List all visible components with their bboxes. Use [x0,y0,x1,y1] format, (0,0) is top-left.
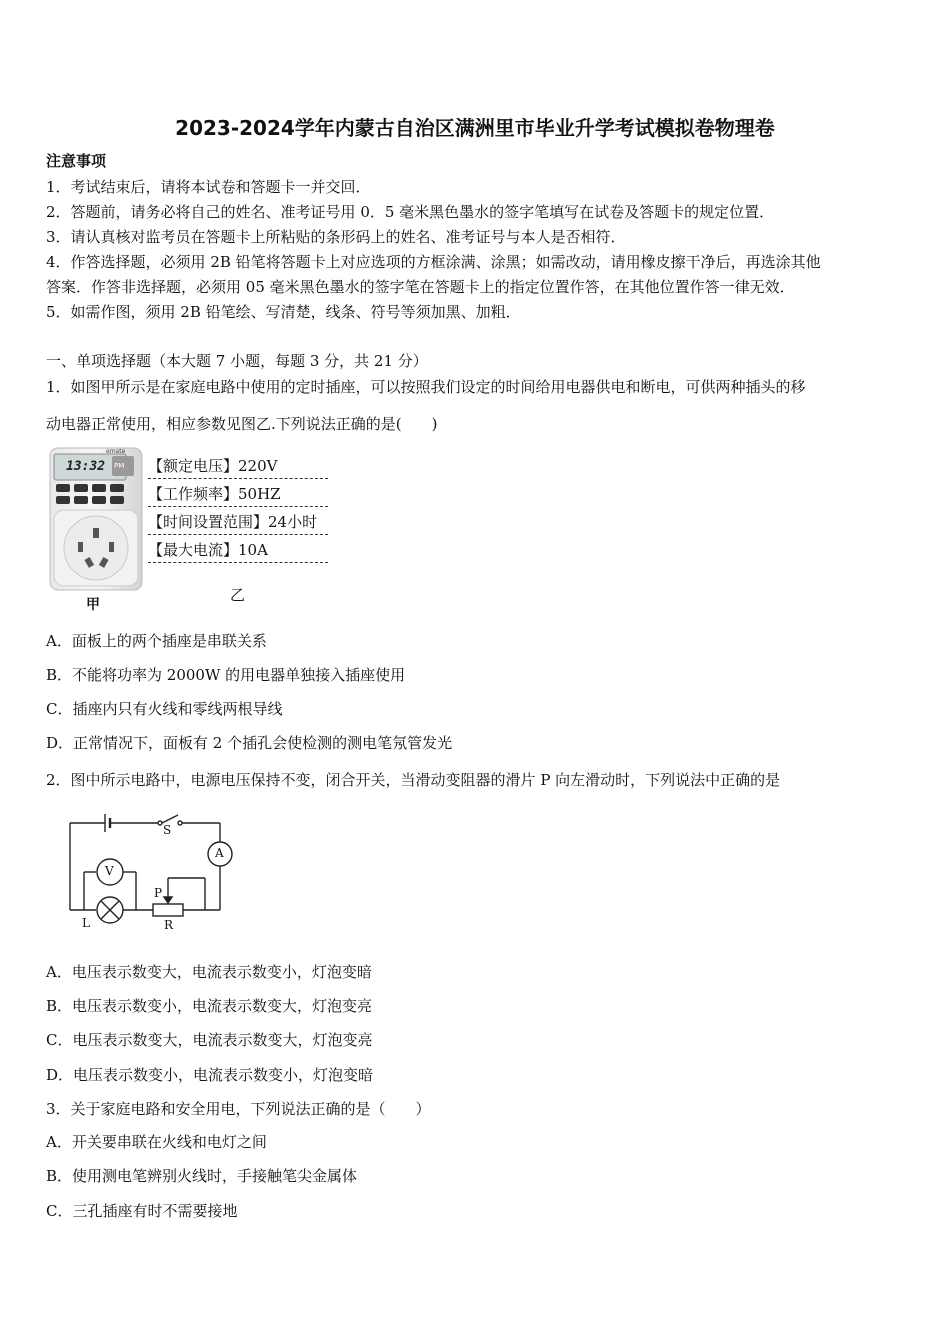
notice-item-5: 5．如需作图，须用 2B 铅笔绘、写清楚，线条、符号等须加黑、加粗． [46,303,521,321]
label-yi: 乙 [230,586,246,604]
q3-option-c: C．三孔插座有时不需要接地 [46,1202,238,1220]
voltmeter-label: V [105,864,114,878]
page-title: 2023-2024学年内蒙古自治区满洲里市毕业升学考试模拟卷物理卷 [175,116,775,140]
q2-option-d: D．电压表示数变小，电流表示数变小，灯泡变暗 [46,1066,374,1084]
rheostat-label: R [164,918,174,932]
q2-option-a: A．电压表示数变大，电流表示数变小，灯泡变暗 [46,963,372,981]
ammeter-label: A [215,846,224,860]
q2-option-b: B．电压表示数变小，电流表示数变大，灯泡变亮 [46,997,373,1015]
label-jia: 甲 [86,597,100,613]
device-display-unit: PM [114,462,125,470]
notice-heading: 注意事项 [46,152,107,170]
device-display-time: 13:32 [66,459,106,474]
q2-stem: 2．图中所示电路中，电源电压保持不变，闭合开关，当滑动变阻器的滑片 P 向左滑动时，下列说法中正确的是 [46,771,781,789]
q3-option-b: B．使用测电笔辨别火线时，手接触笔尖金属体 [46,1167,358,1185]
q1-option-c: C．插座内只有火线和零线两根导线 [46,700,283,718]
lamp-label: L [82,916,90,930]
q3-option-a: A．开关要串联在火线和电灯之间 [46,1133,267,1151]
q2-option-c: C．电压表示数变大，电流表示数变大，灯泡变亮 [46,1031,373,1049]
q1-stem-line2: 动电器正常使用，相应参数见图乙.下列说法正确的是( ) [46,415,438,433]
timer-socket-figure [46,446,154,594]
q1-option-a: A．面板上的两个插座是串联关系 [46,632,267,650]
circuit-diagram [60,806,250,936]
switch-label: S [163,823,172,837]
spec-time-range: 【时间设置范围】24小时 [148,513,318,531]
spec-frequency: 【工作频率】50HZ [148,485,281,503]
q1-option-d: D．正常情况下，面板有 2 个插孔会使检测的测电笔氖管发光 [46,734,453,752]
spec-max-current: 【最大电流】10A [148,541,268,559]
slider-label: P [154,886,163,900]
notice-item-4-cont: 答案．作答非选择题，必须用 05 毫米黑色墨水的签字笔在答题卡上的指定位置作答，在其他位置作答一律无效． [46,278,795,296]
device-brand: emate [106,448,126,455]
spec-divider [148,506,328,507]
q3-stem: 3．关于家庭电路和安全用电，下列说法正确的是（ ） [46,1100,431,1118]
spec-voltage: 【额定电压】220V [148,457,278,475]
q1-option-b: B．不能将功率为 2000W 的用电器单独接入插座使用 [46,666,406,684]
notice-item-4: 4．作答选择题，必须用 2B 铅笔将答题卡上对应选项的方框涂满、涂黑；如需改动，请用橡皮擦干净后，再选涂其他 [46,253,821,271]
notice-item-1: 1．考试结束后，请将本试卷和答题卡一并交回． [46,178,371,196]
spec-divider [148,562,328,563]
q1-stem-line1: 1．如图甲所示是在家庭电路中使用的定时插座，可以按照我们设定的时间给用电器供电和断电，可供两种插头的移 [46,378,806,396]
spec-divider [148,534,328,535]
notice-item-2: 2．答题前，请务必将自己的姓名、准考证号用 0．5 毫米黑色墨水的签字笔填写在试卷及答题卡的规定位置． [46,203,775,221]
notice-item-3: 3．请认真核对监考员在答题卡上所粘贴的条形码上的姓名、准考证号与本人是否相符． [46,228,626,246]
section-heading: 一、单项选择题（本大题 7 小题，每题 3 分，共 21 分） [46,352,428,370]
spec-divider [148,478,328,479]
